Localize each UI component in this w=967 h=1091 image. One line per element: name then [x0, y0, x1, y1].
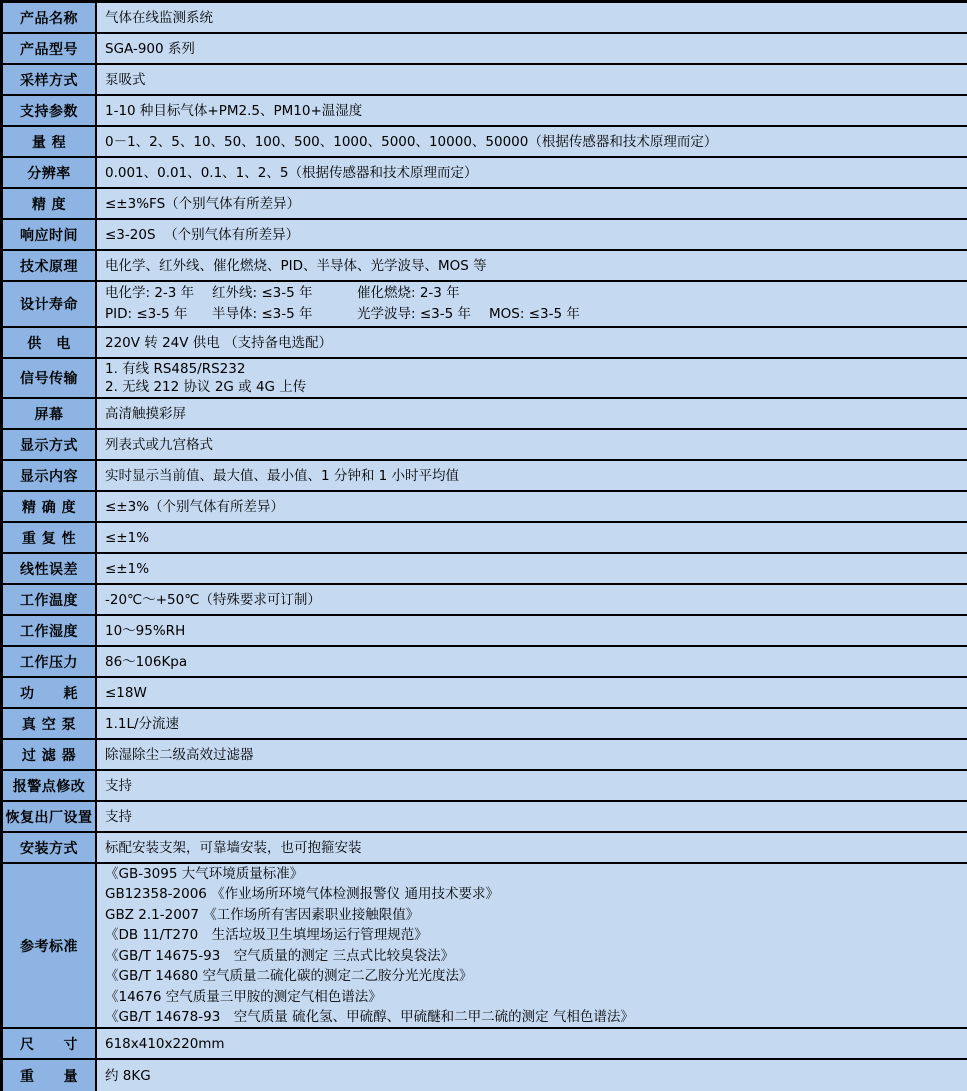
standard-line: GB12358-2006 《作业场所环境气体检测报警仪 通用技术要求》 [105, 886, 499, 902]
row-label [3, 616, 97, 645]
row-display-mode [3, 430, 967, 461]
signal-line: 1. 有线 RS485/RS232 [105, 361, 246, 377]
row-label-text: 采样方式 [20, 72, 78, 89]
row-value-cell [97, 96, 967, 125]
row-value-cell [97, 833, 967, 862]
row-label [3, 220, 97, 249]
row-label [3, 3, 97, 32]
row-label [3, 34, 97, 63]
row-working-temperature [3, 585, 967, 616]
row-label-text: 响应时间 [20, 227, 78, 244]
row-value-text: 支持 [105, 777, 132, 794]
row-resolution [3, 158, 967, 189]
row-value-cell [97, 158, 967, 187]
row-weight [3, 1060, 967, 1091]
row-value-cell [97, 523, 967, 552]
standard-line: 《GB/T 14680 空气质量二硫化碳的测定二乙胺分光光度法》 [105, 968, 473, 984]
row-label-text: 显示方式 [20, 437, 78, 454]
row-label [3, 585, 97, 614]
standard-line: 《GB/T 14675-93 空气质量的测定 三点式比较臭袋法》 [105, 947, 455, 964]
row-value-text: 列表式或九宫格式 [105, 436, 213, 453]
design-life-item: PID: ≤3-5 年 [105, 306, 188, 322]
row-label [3, 1029, 97, 1058]
row-value-text: ≤±3%（个别气体有所差异） [105, 498, 285, 515]
design-life-item: 红外线: ≤3-5 年 [212, 285, 313, 301]
row-value-cell [97, 430, 967, 459]
row-value-text: 除湿除尘二级高效过滤器 [105, 746, 254, 763]
row-reference-standards [3, 864, 967, 1029]
row-value-cell [97, 771, 967, 800]
row-label [3, 189, 97, 218]
row-label-text: 线性误差 [20, 561, 78, 578]
design-life-item: 半导体: ≤3-5 年 [212, 306, 313, 322]
row-value-cell [97, 554, 967, 583]
row-label [3, 833, 97, 862]
row-value-text: 泵吸式 [105, 71, 146, 88]
row-value-cell [97, 3, 967, 32]
standard-line: 《DB 11/T270 生活垃圾卫生填埋场运行管理规范》 [105, 927, 428, 943]
row-label-text: 恢复出厂设置 [5, 809, 93, 826]
design-life-item: MOS: ≤3-5 年 [489, 306, 580, 322]
row-label-text: 重 量 [20, 1068, 78, 1085]
row-value-cell [97, 740, 967, 769]
row-value-cell [97, 282, 967, 326]
row-value-text: ≤±1% [105, 560, 150, 577]
row-label-text: 参考标准 [20, 938, 78, 955]
row-value-text: 10～95%RH [105, 622, 186, 639]
row-value-text: 高清触摸彩屏 [105, 405, 186, 422]
row-label-text: 真 空 泵 [21, 716, 77, 733]
row-label [3, 359, 97, 397]
row-label [3, 740, 97, 769]
design-life-item: 电化学: 2-3 年 [105, 285, 195, 301]
row-value-text: ≤3-20S （个别气体有所差异） [105, 226, 300, 243]
row-label-text: 产品名称 [20, 10, 78, 27]
row-response-time [3, 220, 967, 251]
row-label [3, 554, 97, 583]
signal-line: 2. 无线 212 协议 2G 或 4G 上传 [105, 379, 307, 395]
row-label [3, 523, 97, 552]
row-value-cell [97, 328, 967, 357]
row-value-cell [97, 802, 967, 831]
row-value-text: ≤18W [105, 684, 147, 701]
row-label-text: 屏幕 [34, 406, 64, 423]
row-label [3, 251, 97, 280]
row-value-text: 1.1L/分流速 [105, 715, 180, 732]
row-value-cell [97, 492, 967, 521]
row-value-text: 支持 [105, 808, 132, 825]
row-value-cell [97, 220, 967, 249]
row-label-text: 报警点修改 [12, 778, 86, 795]
row-vacuum-pump [3, 709, 967, 740]
row-value-cell [97, 461, 967, 490]
row-value-cell [97, 864, 967, 1027]
row-label-text: 重 复 性 [21, 530, 77, 547]
row-repeatability [3, 523, 967, 554]
row-label-text: 产品型号 [20, 41, 78, 58]
row-label-text: 尺 寸 [20, 1036, 78, 1053]
row-model [3, 34, 967, 65]
row-label-text: 量 程 [31, 134, 67, 151]
row-label [3, 709, 97, 738]
row-value-cell [97, 616, 967, 645]
row-factory-reset [3, 802, 967, 833]
row-label [3, 771, 97, 800]
row-value-text: ≤±3%FS（个别气体有所差异） [105, 195, 301, 212]
row-value-cell [97, 709, 967, 738]
row-value-text: -20℃～+50℃（特殊要求可订制） [105, 591, 321, 608]
design-life-line [105, 283, 959, 304]
row-measuring-range [3, 127, 967, 158]
row-label [3, 65, 97, 94]
row-accuracy [3, 189, 967, 220]
row-value-cell [97, 359, 967, 397]
row-label-text: 功 耗 [20, 685, 78, 702]
row-power-consumption [3, 678, 967, 709]
row-value-text: 电化学、红外线、催化燃烧、PID、半导体、光学波导、MOS 等 [105, 257, 487, 274]
row-label [3, 678, 97, 707]
row-display-content [3, 461, 967, 492]
row-label-text: 工作温度 [20, 592, 78, 609]
row-label-text: 分辨率 [27, 165, 71, 182]
row-label [3, 802, 97, 831]
row-label-text: 显示内容 [20, 468, 78, 485]
row-label [3, 430, 97, 459]
row-signal-transmission [3, 359, 967, 399]
row-label-text: 工作湿度 [20, 623, 78, 640]
standard-line: GBZ 2.1-2007 《工作场所有害因素职业接触限值》 [105, 906, 420, 923]
row-value-text: ≤±1% [105, 529, 150, 546]
row-sampling-method [3, 65, 967, 96]
row-label-text: 精 度 [31, 196, 67, 213]
design-life-line [105, 304, 959, 325]
row-label [3, 399, 97, 428]
row-value-text: 气体在线监测系统 [105, 9, 213, 26]
row-value-text: 约 8KG [105, 1067, 151, 1084]
row-screen [3, 399, 967, 430]
row-dimensions [3, 1029, 967, 1060]
row-label-text: 技术原理 [20, 258, 78, 275]
design-life-item: 光学波导: ≤3-5 年 [357, 306, 471, 322]
row-value-cell [97, 251, 967, 280]
row-label [3, 461, 97, 490]
row-label-text: 支持参数 [20, 103, 78, 120]
row-value-cell [97, 34, 967, 63]
row-value-cell [97, 647, 967, 676]
row-alarm-point-modify [3, 771, 967, 802]
row-label [3, 647, 97, 676]
row-technical-principle [3, 251, 967, 282]
row-value-text: 86～106Kpa [105, 653, 188, 670]
row-value-cell [97, 678, 967, 707]
row-label [3, 282, 97, 326]
row-value-text: 1-10 种目标气体+PM2.5、PM10+温湿度 [105, 102, 363, 119]
row-label-text: 精 确 度 [21, 499, 77, 516]
row-value-cell [97, 399, 967, 428]
row-label-text: 安装方式 [20, 840, 78, 857]
standard-line: 《GB-3095 大气环境质量标准》 [105, 865, 304, 882]
row-filter [3, 740, 967, 771]
row-design-life [3, 282, 967, 328]
row-value-cell [97, 1029, 967, 1058]
row-installation-method [3, 833, 967, 864]
row-label-text: 过 滤 器 [21, 747, 77, 764]
row-label-text: 供 电 [27, 335, 71, 352]
standard-line: 《GB/T 14678-93 空气质量 硫化氢、甲硫醇、甲硫醚和二甲二硫的测定 气相色谱法》 [105, 1009, 634, 1025]
design-life-item: 催化燃烧: 2-3 年 [357, 285, 460, 301]
row-product-name [3, 3, 967, 34]
row-label-text: 工作压力 [20, 654, 78, 671]
row-label [3, 127, 97, 156]
row-power-supply [3, 328, 967, 359]
row-label [3, 1060, 97, 1091]
row-value-cell [97, 65, 967, 94]
row-label-text: 信号传输 [20, 371, 78, 387]
row-value-text: 实时显示当前值、最大值、最小值、1 分钟和 1 小时平均值 [105, 467, 460, 484]
row-value-cell [97, 1060, 967, 1091]
row-value-text: 标配安装支架，可靠墙安装，也可抱箍安装 [105, 839, 362, 856]
row-linearity-error [3, 554, 967, 585]
row-value-text: 618x410x220mm [105, 1035, 225, 1052]
row-value-text: 0.001、0.01、0.1、1、2、5（根据传感器和技术原理而定） [105, 164, 478, 181]
row-value-cell [97, 189, 967, 218]
row-label [3, 328, 97, 357]
row-label [3, 158, 97, 187]
row-working-pressure [3, 647, 967, 678]
row-label [3, 864, 97, 1027]
row-supported-parameters [3, 96, 967, 127]
standard-line: 《14676 空气质量三甲胺的测定气相色谱法》 [105, 988, 382, 1005]
row-label [3, 492, 97, 521]
row-label-text: 设计寿命 [20, 297, 78, 313]
row-precision [3, 492, 967, 523]
row-value-cell [97, 127, 967, 156]
row-value-text: SGA-900 系列 [105, 40, 195, 57]
row-label [3, 96, 97, 125]
row-value-text: 220V 转 24V 供电 （支持备电选配） [105, 334, 333, 351]
row-working-humidity [3, 616, 967, 647]
row-value-cell [97, 585, 967, 614]
row-value-text: 0－1、2、5、10、50、100、500、1000、5000、10000、50000（根据传感器和技术原理而定） [105, 133, 718, 150]
